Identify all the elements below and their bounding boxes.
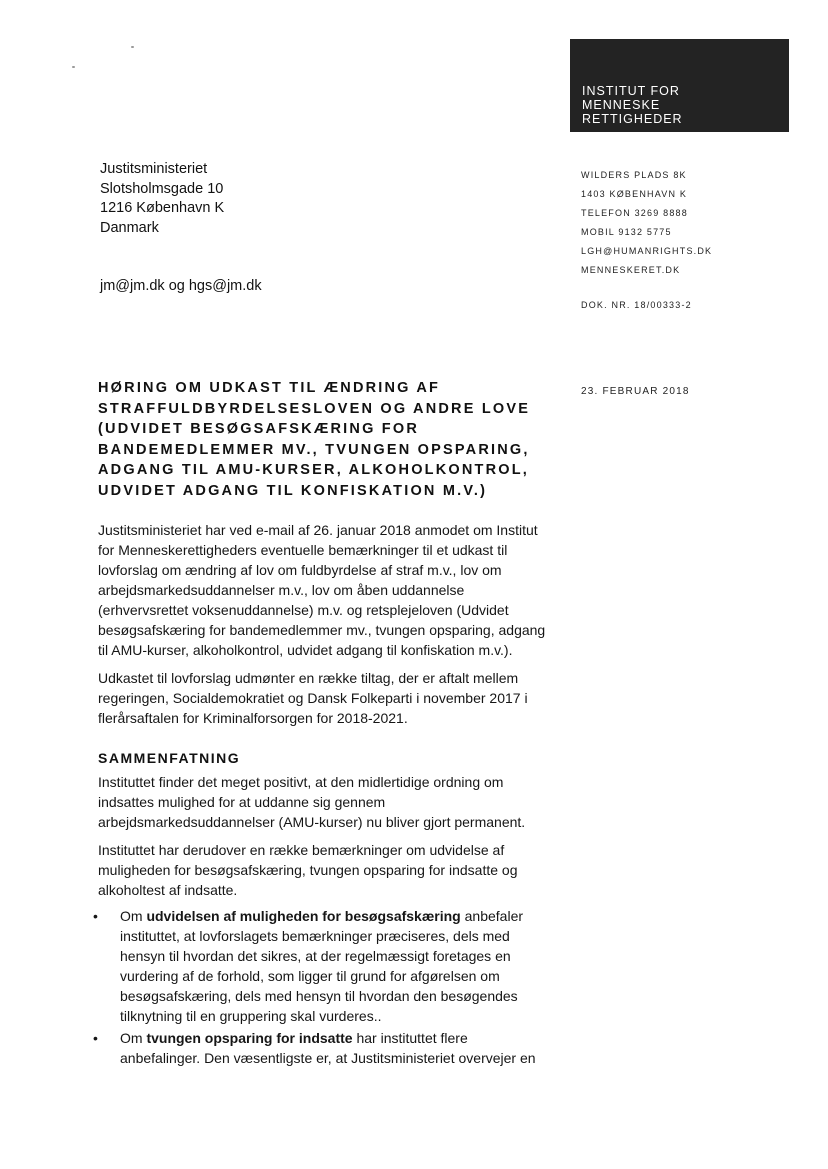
text-line: besøgsafskæring for bandemedlemmer mv., tvungen opsparing, adgang: [98, 622, 546, 638]
text-fragment: anbefaler: [460, 908, 524, 924]
recipient-email: jm@jm.dk og hgs@jm.dk: [100, 278, 262, 294]
sender-phone: TELEFON 3269 8888: [581, 208, 688, 218]
logo-line: INSTITUT FOR: [582, 84, 680, 98]
title-line: (UDVIDET BESØGSAFSKÆRING FOR: [98, 421, 419, 437]
text-line: (erhvervsrettet voksenuddannelse) m.v. og retsplejeloven (Udvidet: [98, 602, 509, 618]
text-line: Udkastet til lovforslag udmønter en række tiltag, der er aftalt mellem: [98, 670, 519, 686]
text-line: tilknytning til en gruppering skal vurderes..: [120, 1008, 382, 1024]
text-line: vurdering af de forhold, som ligger til grund for afgørelsen om: [120, 968, 500, 984]
title-line: UDVIDET ADGANG TIL KONFISKATION M.V.): [98, 482, 488, 499]
list-item: [88, 906, 568, 1026]
recipient-country: Danmark: [100, 219, 159, 236]
sender-email: LGH@HUMANRIGHTS.DK: [581, 246, 713, 256]
text-line: lovforslag om ændring af lov om fuldbyrdelse af straf m.v., lov om: [98, 562, 502, 578]
text-line: alkoholtest af indsatte.: [98, 882, 238, 898]
title-line: ADGANG TIL AMU-KURSER, ALKOHOLKONTROL,: [98, 462, 530, 478]
bullet-mark: •: [93, 1030, 98, 1046]
text-line: hensyn til hvordan det sikres, at der regelmæssigt foretages en: [120, 948, 511, 964]
recommendation-list: [88, 906, 568, 1070]
recipient-address: [100, 160, 224, 238]
text-line: indsattes mulighed for at uddanne sig gennem: [98, 794, 386, 810]
sender-city: 1403 KØBENHAVN K: [581, 189, 688, 199]
sender-address: WILDERS PLADS 8K: [581, 170, 687, 180]
recipient-street: Slotsholmsgade 10: [100, 180, 224, 197]
document-title: [98, 378, 568, 501]
paragraph-agreement: [98, 668, 568, 728]
sender-website: MENNESKERET.DK: [581, 265, 681, 275]
logo-line: RETTIGHEDER: [582, 112, 683, 126]
sender-contact: [581, 166, 712, 280]
paragraph-summary: [98, 772, 568, 832]
recipient-city: 1216 København K: [100, 200, 225, 216]
text-fragment: har instituttet flere: [352, 1030, 468, 1046]
text-line: flerårsaftalen for Kriminalforsorgen for 2018-2021.: [98, 710, 408, 726]
document-number: DOK. NR. 18/00333-2: [581, 300, 692, 310]
text-line: Justitsministeriet har ved e-mail af 26. januar 2018 anmodet om Institut: [98, 522, 538, 538]
text-line: instituttet, at lovforslagets bemærkninger præciseres, dels med: [120, 928, 510, 944]
document-date: 23. FEBRUAR 2018: [581, 386, 690, 397]
emphasis-text: udvidelsen af muligheden for besøgsafskæring: [146, 908, 461, 924]
text-line: for Menneskerettigheders eventuelle bemærkninger til et udkast til: [98, 542, 508, 558]
text-fragment: Om: [120, 1030, 147, 1046]
paragraph-remarks: [98, 840, 568, 900]
emphasis-text: tvungen opsparing for indsatte: [146, 1030, 353, 1046]
text-line: regeringen, Socialdemokratiet og Dansk Folkeparti i november 2017 i: [98, 690, 528, 706]
recipient-name: Justitsministeriet: [100, 161, 208, 177]
text-line: arbejdsmarkedsuddannelser (AMU-kurser) nu bliver gjort permanent.: [98, 814, 526, 830]
list-item: [88, 1028, 568, 1068]
text-line: Instituttet finder det meget positivt, at den midlertidige ordning om: [98, 774, 504, 790]
logo-line: MENNESKE: [582, 98, 661, 112]
text-line: arbejdsmarkedsuddannelser m.v., lov om åben uddannelse: [98, 582, 465, 598]
scan-speck: [72, 66, 75, 68]
text-line: anbefalinger. Den væsentligste er, at Justitsministeriet overvejer en: [120, 1050, 536, 1066]
scan-speck: [131, 46, 134, 48]
institution-logo: [570, 39, 789, 132]
sender-mobile: MOBIL 9132 5775: [581, 227, 672, 237]
bullet-mark: •: [93, 908, 98, 924]
paragraph-intro: [98, 520, 568, 660]
title-line: HØRING OM UDKAST TIL ÆNDRING AF: [98, 380, 441, 396]
text-line: til AMU-kurser, alkoholkontrol, udvidet adgang til konfiskation m.v.).: [98, 642, 513, 658]
text-line: Instituttet har derudover en række bemærkninger om udvidelse af: [98, 842, 505, 858]
title-line: BANDEMEDLEMMER MV., TVUNGEN OPSPARING,: [98, 441, 530, 458]
text-line: besøgsafskæring, dels med hensyn til hvordan den besøgendes: [120, 988, 518, 1004]
section-heading: SAMMENFATNING: [98, 750, 241, 766]
text-line: muligheden for besøgsafskæring, tvungen opsparing for indsatte og: [98, 862, 518, 878]
text-fragment: Om: [120, 908, 147, 924]
title-line: STRAFFULDBYRDELSESLOVEN OG ANDRE LOVE: [98, 400, 531, 417]
